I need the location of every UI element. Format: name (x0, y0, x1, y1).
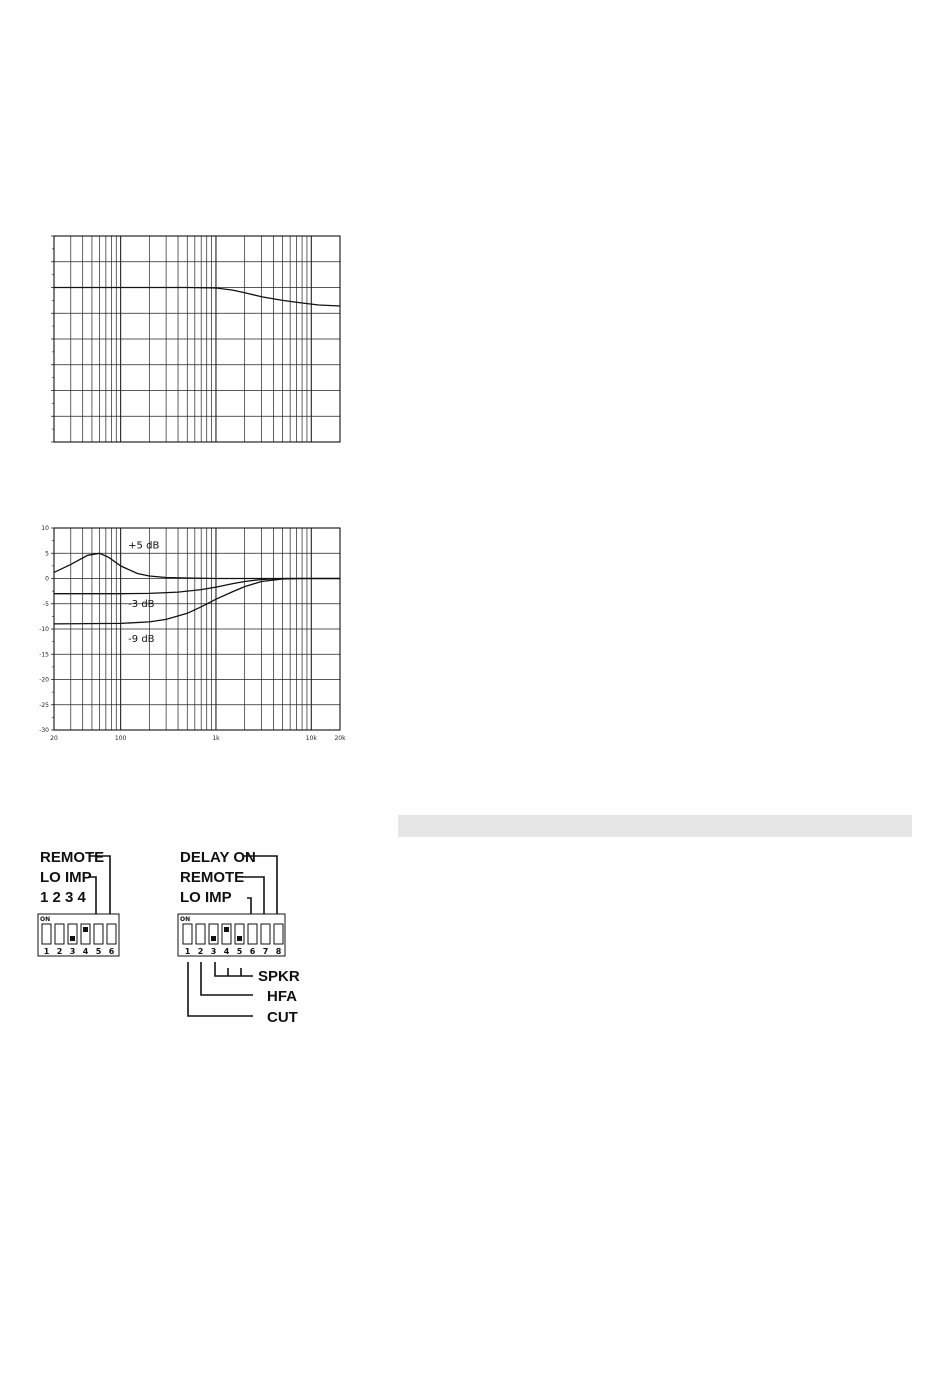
dip-right-leader-lo-imp (247, 898, 251, 914)
chart-bottom-x-tick-label: 20k (334, 735, 346, 742)
dip-right-on-label: ON (180, 916, 191, 923)
chart-top-grid (51, 236, 340, 442)
dip-right-switch-number: 5 (236, 947, 243, 956)
chart-bottom-y-tick-label: -15 (39, 651, 49, 659)
dip-right-switch-knob-4 (224, 927, 229, 932)
dip-left-switch-knob-3 (70, 936, 75, 941)
dip-right-bracket-cut (188, 962, 253, 1016)
chart-bottom-y-tick-label: -5 (43, 600, 49, 608)
dip-right-label-lo-imp: LO IMP (180, 889, 232, 906)
chart-bottom-svg (36, 520, 350, 752)
dip-left-svg (30, 840, 170, 970)
chart-bottom-series-label-3: -9 dB (128, 634, 155, 646)
frequency-response-chart-bottom (36, 520, 350, 752)
dip-left-switch-number: 3 (69, 947, 76, 956)
dip-left-switch-5 (94, 924, 103, 944)
dip-right-leader-remote (242, 877, 264, 914)
dip-left-label-numbers: 1 2 3 4 (40, 889, 86, 906)
chart-bottom-x-tick-label: 20 (50, 735, 58, 742)
dip-right-label-remote: REMOTE (180, 869, 245, 886)
dip-left-switch-number: 6 (108, 947, 115, 956)
chart-bottom-y-tick-label: -25 (39, 701, 49, 709)
chart-bottom-series-label-2: -3 dB (128, 598, 155, 610)
dip-right-switch-number: 1 (184, 947, 191, 956)
dip-right-svg (170, 840, 310, 1030)
chart-bottom-x-tick-label: 100 (114, 735, 127, 742)
chart-bottom-x-tick-label: 10k (305, 735, 317, 742)
dip-right-bracket-spkr (215, 962, 253, 976)
chart-bottom-y-tick-label: -30 (39, 727, 49, 734)
dip-left-switch-number: 2 (56, 947, 63, 956)
dip-switch-diagram-left (30, 840, 170, 970)
chart-bottom-x-tick-label: 1k (212, 735, 220, 742)
dip-right-switch-6 (248, 924, 257, 944)
dip-right-label-cut: CUT (267, 1009, 298, 1026)
dip-left-switch-number: 5 (95, 947, 102, 956)
chart-bottom-y-tick-label: 5 (45, 550, 49, 558)
dip-left-label-lo-imp: LO IMP (40, 869, 92, 886)
dip-left-switch-1 (42, 924, 51, 944)
chart-bottom-y-tick-label: 10 (41, 525, 49, 532)
dip-left-switch-number: 1 (43, 947, 50, 956)
chart-bottom-series-line-1 (54, 553, 340, 578)
dip-left-switch-6 (107, 924, 116, 944)
dip-left-on-label: ON (40, 916, 51, 923)
chart-top-svg (36, 228, 350, 450)
chart-bottom-series-label-1: +5 dB (128, 540, 160, 552)
dip-right-bracket-hfa (201, 962, 253, 995)
dip-right-switch-number: 4 (223, 947, 230, 956)
dip-right-switch-2 (196, 924, 205, 944)
dip-right-switch-knob-3 (211, 936, 216, 941)
dip-switch-diagram-right (170, 840, 310, 1030)
chart-bottom-y-tick-label: -10 (39, 626, 49, 633)
dip-left-label-remote: REMOTE (40, 849, 105, 866)
dip-right-label-delay-on: DELAY ON (180, 849, 256, 866)
dip-right-switch-number: 3 (210, 947, 217, 956)
dip-right-switch-number: 8 (275, 947, 282, 956)
chart-bottom-series-line-2 (54, 579, 340, 594)
dip-right-switch-number: 6 (249, 947, 256, 956)
frequency-response-chart-top (36, 228, 350, 450)
section-heading-bar (398, 815, 912, 837)
chart-top-series-line-1 (54, 288, 340, 307)
dip-right-label-spkr: SPKR (258, 968, 300, 985)
dip-right-label-hfa: HFA (267, 988, 297, 1005)
chart-bottom-grid (51, 528, 340, 730)
dip-right-switch-8 (274, 924, 283, 944)
dip-left-switch-2 (55, 924, 64, 944)
chart-bottom-y-tick-label: -20 (39, 676, 49, 684)
chart-bottom-y-tick-label: 0 (45, 575, 49, 583)
dip-right-switch-1 (183, 924, 192, 944)
dip-left-switch-knob-4 (83, 927, 88, 932)
dip-right-switch-7 (261, 924, 270, 944)
dip-left-switch-number: 4 (82, 947, 89, 956)
dip-right-switch-number: 7 (262, 947, 269, 956)
dip-right-switch-number: 2 (197, 947, 204, 956)
dip-right-switch-knob-5 (237, 936, 242, 941)
chart-bottom-series-line-3 (54, 579, 340, 624)
